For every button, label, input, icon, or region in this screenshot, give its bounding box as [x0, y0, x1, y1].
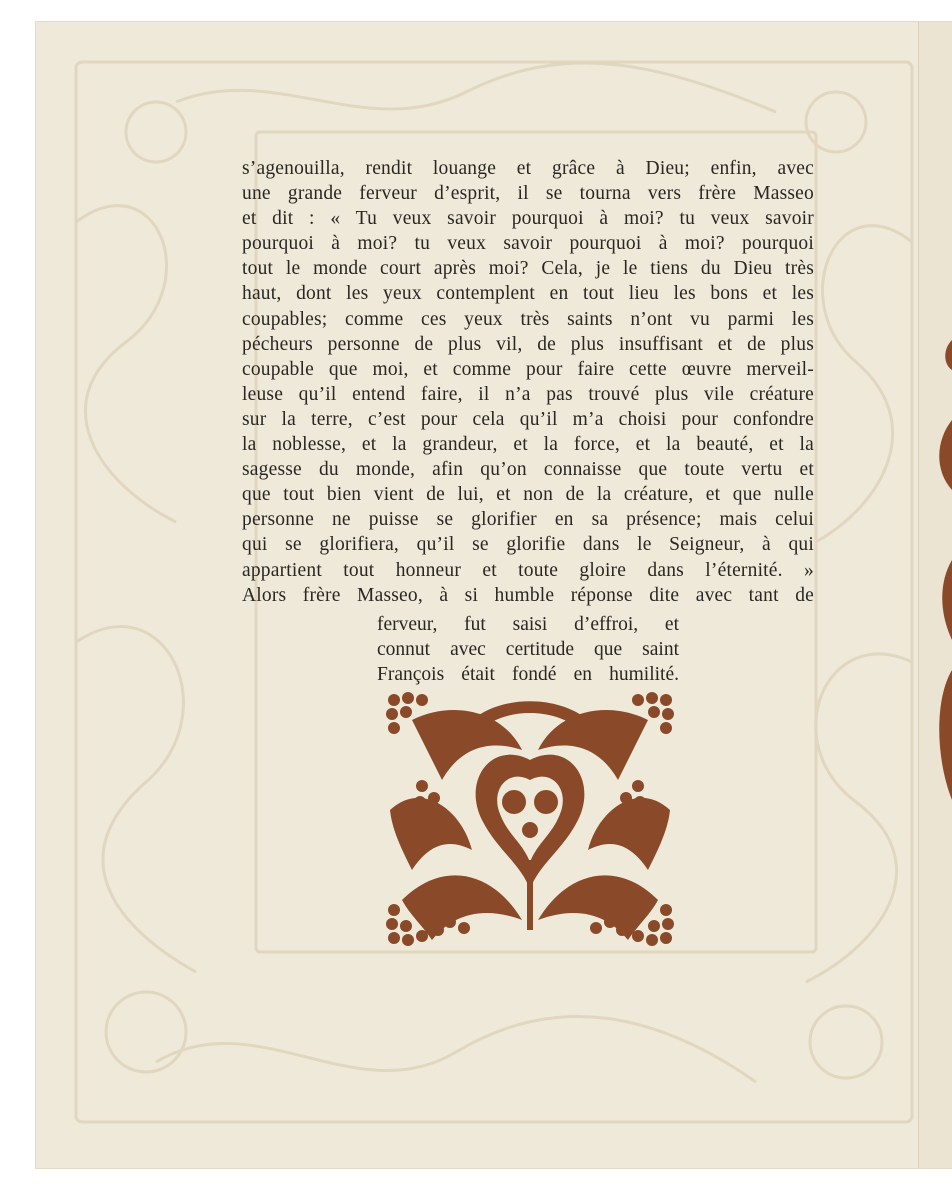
text-line: sagesse du monde, afin qu’on connaisse que toute vertu et [242, 459, 814, 481]
text-line: appartient tout honneur et toute gloire dans l’éternité. » [242, 559, 814, 581]
text-line: sur la terre, c’est pour cela qu’il m’a choisi pour confondre [242, 408, 814, 430]
text-line: leuse qu’il entend faire, il n’a pas trouvé plus vile créature [242, 383, 814, 405]
text-line: Alors frère Masseo, à si humble réponse dite avec tant de [242, 584, 814, 606]
body-text [242, 156, 814, 608]
text-line: la noblesse, et la grandeur, et la force, et la beauté, et la [242, 434, 814, 456]
text-line: personne ne puisse se glorifier en sa présence; mais celui [242, 509, 814, 531]
text-line: haut, dont les yeux contemplent en tout lieu les bons et les [242, 283, 814, 305]
text-line: que tout bien vient de lui, et non de la créature, et que nulle [242, 484, 814, 506]
facing-page-ornament-fragment [930, 340, 952, 840]
text-line: connut avec certitude que saint [377, 639, 679, 661]
text-line: s’agenouilla, rendit louange et grâce à Dieu; enfin, avec [242, 158, 814, 179]
closing-paragraph [377, 612, 679, 687]
text-line: qui se glorifiera, qu’il se glorifie dans le Seigneur, à qui [242, 534, 814, 556]
text-line: François était fondé en humilité. [377, 664, 679, 686]
text-line: et dit : « Tu veux savoir pourquoi à moi? tu veux savoir [242, 208, 814, 230]
text-line: ferveur, fut saisi d’effroi, et [377, 614, 679, 635]
floral-woodcut-ornament-icon [382, 690, 678, 948]
text-line: pécheurs personne de plus vil, de plus insuffisant et de plus [242, 333, 814, 355]
text-line: une grande ferveur d’esprit, il se tourna vers frère Masseo [242, 183, 814, 205]
text-line: tout le monde court après moi? Cela, je le tiens du Dieu très [242, 258, 814, 280]
text-line: coupables; comme ces yeux très saints n’ont vu parmi les [242, 308, 814, 330]
text-line: pourquoi à moi? tu veux savoir pourquoi à moi? pourquoi [242, 233, 814, 255]
text-line: coupable que moi, et comme pour faire cette œuvre merveil- [242, 358, 814, 380]
